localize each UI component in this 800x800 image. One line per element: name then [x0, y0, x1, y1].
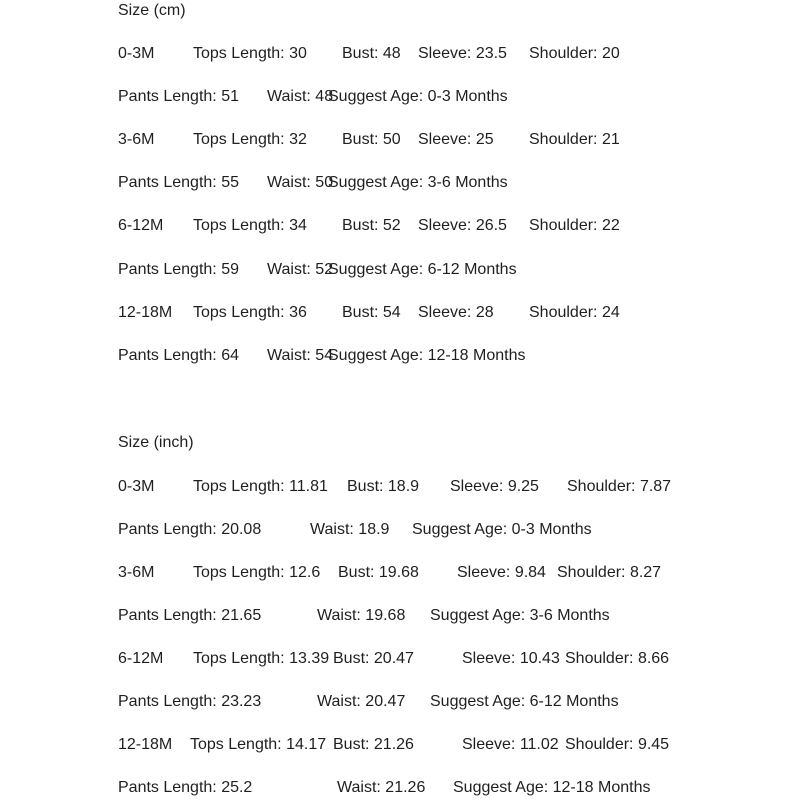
bust-value: Bust: 20.47: [333, 650, 414, 667]
size-label: 6-12M: [118, 650, 164, 667]
bust-value: Bust: 54: [342, 304, 401, 321]
shoulder-value: Shoulder: 21: [529, 131, 620, 148]
tops-length-value: Tops Length: 30: [193, 45, 307, 62]
tops-length-value: Tops Length: 36: [193, 304, 307, 321]
suggest-age-value: Suggest Age: 6-12 Months: [430, 693, 619, 710]
tops-length-value: Tops Length: 14.17: [190, 736, 327, 753]
pants-length-value: Pants Length: 59: [118, 261, 239, 278]
shoulder-value: Shoulder: 8.27: [557, 564, 662, 581]
bust-value: Bust: 52: [342, 217, 401, 234]
pants-length-value: Pants Length: 20.08: [118, 521, 262, 538]
size-label: 3-6M: [118, 564, 155, 581]
section-title: Size (cm): [118, 2, 186, 19]
waist-value: Waist: 54: [267, 347, 334, 364]
bust-value: Bust: 50: [342, 131, 401, 148]
waist-value: Waist: 50: [267, 174, 334, 191]
pants-length-value: Pants Length: 55: [118, 174, 239, 191]
size-label: 0-3M: [118, 478, 155, 495]
sleeve-value: Sleeve: 11.02: [462, 736, 559, 753]
pants-length-value: Pants Length: 23.23: [118, 693, 262, 710]
sleeve-value: Sleeve: 25: [418, 131, 494, 148]
size-label: 3-6M: [118, 131, 155, 148]
section-title: Size (inch): [118, 434, 194, 451]
waist-value: Waist: 48: [267, 88, 334, 105]
shoulder-value: Shoulder: 20: [529, 45, 620, 62]
suggest-age-value: Suggest Age: 12-18 Months: [328, 347, 526, 364]
sleeve-value: Sleeve: 9.25: [450, 478, 539, 495]
sleeve-value: Sleeve: 10.43: [462, 650, 560, 667]
shoulder-value: Shoulder: 22: [529, 217, 620, 234]
pants-length-value: Pants Length: 25.2: [118, 779, 253, 796]
bust-value: Bust: 48: [342, 45, 401, 62]
waist-value: Waist: 52: [267, 261, 334, 278]
size-label: 6-12M: [118, 217, 164, 234]
tops-length-value: Tops Length: 12.6: [193, 564, 321, 581]
suggest-age-value: Suggest Age: 0-3 Months: [328, 88, 508, 105]
size-label: 12-18M: [118, 736, 173, 753]
sleeve-value: Sleeve: 28: [418, 304, 494, 321]
pants-length-value: Pants Length: 64: [118, 347, 239, 364]
tops-length-value: Tops Length: 34: [193, 217, 307, 234]
sleeve-value: Sleeve: 26.5: [418, 217, 507, 234]
bust-value: Bust: 21.26: [333, 736, 414, 753]
sleeve-value: Sleeve: 23.5: [418, 45, 507, 62]
shoulder-value: Shoulder: 24: [529, 304, 620, 321]
bust-value: Bust: 19.68: [338, 564, 419, 581]
bust-value: Bust: 18.9: [347, 478, 420, 495]
size-label: 0-3M: [118, 45, 155, 62]
waist-value: Waist: 21.26: [337, 779, 426, 796]
suggest-age-value: Suggest Age: 12-18 Months: [453, 779, 651, 796]
shoulder-value: Shoulder: 7.87: [567, 478, 672, 495]
suggest-age-value: Suggest Age: 3-6 Months: [328, 174, 508, 191]
waist-value: Waist: 18.9: [310, 521, 390, 538]
waist-value: Waist: 19.68: [317, 607, 406, 624]
shoulder-value: Shoulder: 8.66: [565, 650, 670, 667]
pants-length-value: Pants Length: 51: [118, 88, 239, 105]
suggest-age-value: Suggest Age: 6-12 Months: [328, 261, 517, 278]
tops-length-value: Tops Length: 11.81: [193, 478, 328, 495]
suggest-age-value: Suggest Age: 0-3 Months: [412, 521, 592, 538]
pants-length-value: Pants Length: 21.65: [118, 607, 262, 624]
tops-length-value: Tops Length: 13.39: [193, 650, 330, 667]
suggest-age-value: Suggest Age: 3-6 Months: [430, 607, 610, 624]
size-label: 12-18M: [118, 304, 173, 321]
sleeve-value: Sleeve: 9.84: [457, 564, 546, 581]
shoulder-value: Shoulder: 9.45: [565, 736, 670, 753]
tops-length-value: Tops Length: 32: [193, 131, 307, 148]
waist-value: Waist: 20.47: [317, 693, 406, 710]
